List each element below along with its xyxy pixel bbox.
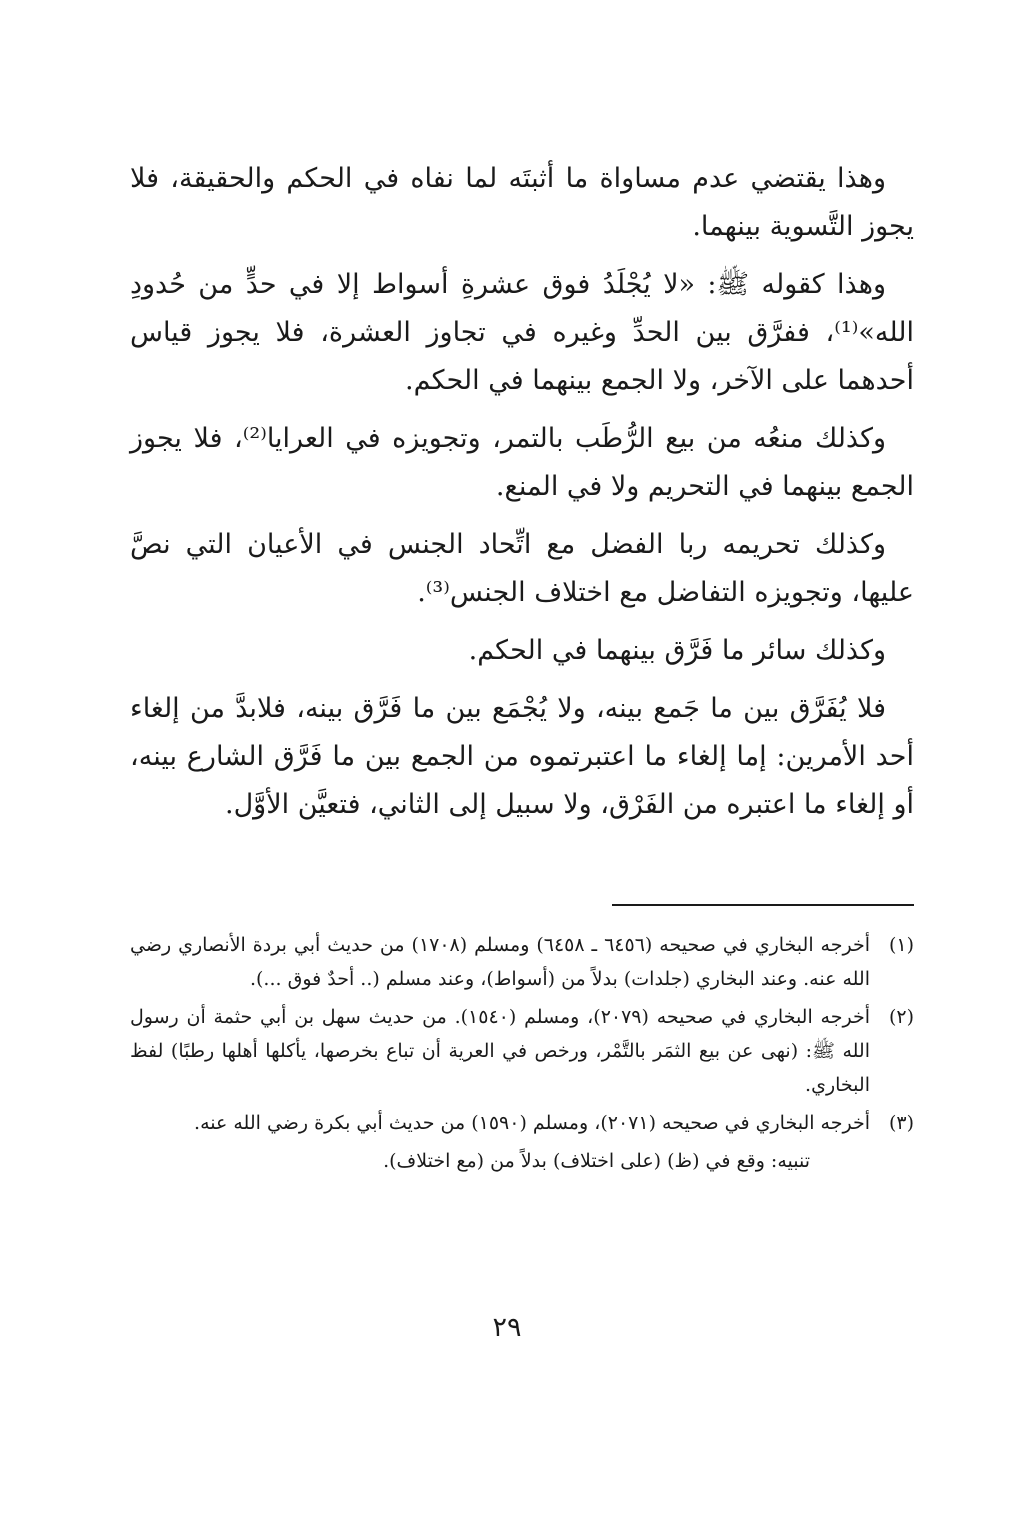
footnote-text: أخرجه البخاري في صحيحه (٢٠٧١)، ومسلم (١٥٩٠) من حديث أبي بكرة رضي الله عنه. — [194, 1112, 870, 1134]
footnotes — [130, 928, 914, 1178]
footnote-note: تنبيه: وقع في (ظ) (على اختلاف) بدلاً من (مع اختلاف). — [383, 1150, 810, 1172]
footnote-number: (٣) — [888, 1112, 914, 1134]
paragraph: وكذلك سائر ما فَرَّق بينهما في الحكم. — [468, 635, 886, 666]
footnote-text: أخرجه البخاري في صحيحه (٢٠٧٩)، ومسلم (١٥٤٠). من حديث سهل بن أبي حثمة أن رسول الله ﷺ: (نهى عن بيع الثمَر بالتَّمْر، ورخص في العرية أن تباع بخرصها، يأكلها أهلها رطبًا) لفظ البخاري. — [130, 1006, 871, 1096]
footnote-3 — [130, 1106, 914, 1140]
page-number: ٢٩ — [492, 1312, 522, 1343]
paragraph: وكذلك تحريمه ربا الفضل مع اتِّحاد الجنس في الأعيان التي نصَّ عليها، وتجويزه التفاضل مع اختلاف الجنس⁽³⁾. — [130, 529, 914, 608]
paragraph: وهذا كقوله ﷺ: «لا يُجْلَدُ فوق عشرةِ أسواط إلا في حدٍّ من حُدودِ الله»⁽¹⁾، ففرَّق بين الحدِّ وغيره في تجاوز العشرة، فلا يجوز قياس أحدهما على الآخر، ولا الجمع بينهما في الحكم. — [130, 269, 914, 396]
footnote-1 — [130, 928, 914, 996]
paragraph: فلا يُفَرَّق بين ما جَمع بينه، ولا يُجْمَع بين ما فَرَّق بينه، فلابدَّ من إلغاء أحد الأمرين: إما إلغاء ما اعتبرتموه من الجمع بين ما فَرَّق الشارع بينه، أو إلغاء ما اعتبره من الفَرْق، ولا سبيل إلى الثاني، فتعيَّن الأوَّل. — [130, 693, 914, 820]
paragraph: وهذا يقتضي عدم مساواة ما أثبتَه لما نفاه في الحكم والحقيقة، فلا يجوز التَّسوية بينهما. — [130, 163, 914, 242]
footnote-text: أخرجه البخاري في صحيحه (٦٤٥٦ ـ ٦٤٥٨) ومسلم (١٧٠٨) من حديث أبي بردة الأنصاري رضي الله عنه. وعند البخاري (جلدات) بدلاً من (أسواط)، وعند مسلم (.. أحدٌ فوق ...). — [130, 934, 870, 990]
footnote-separator — [612, 904, 914, 906]
footnote-number: (١) — [888, 934, 914, 956]
footnote-2 — [130, 1000, 914, 1102]
main-text — [130, 155, 914, 839]
footnote-number: (٢) — [888, 1006, 914, 1028]
paragraph: وكذلك منعُه من بيع الرُّطَب بالتمر، وتجويزه في العرايا⁽²⁾، فلا يجوز الجمع بينهما في التحريم ولا في المنع. — [130, 423, 914, 502]
